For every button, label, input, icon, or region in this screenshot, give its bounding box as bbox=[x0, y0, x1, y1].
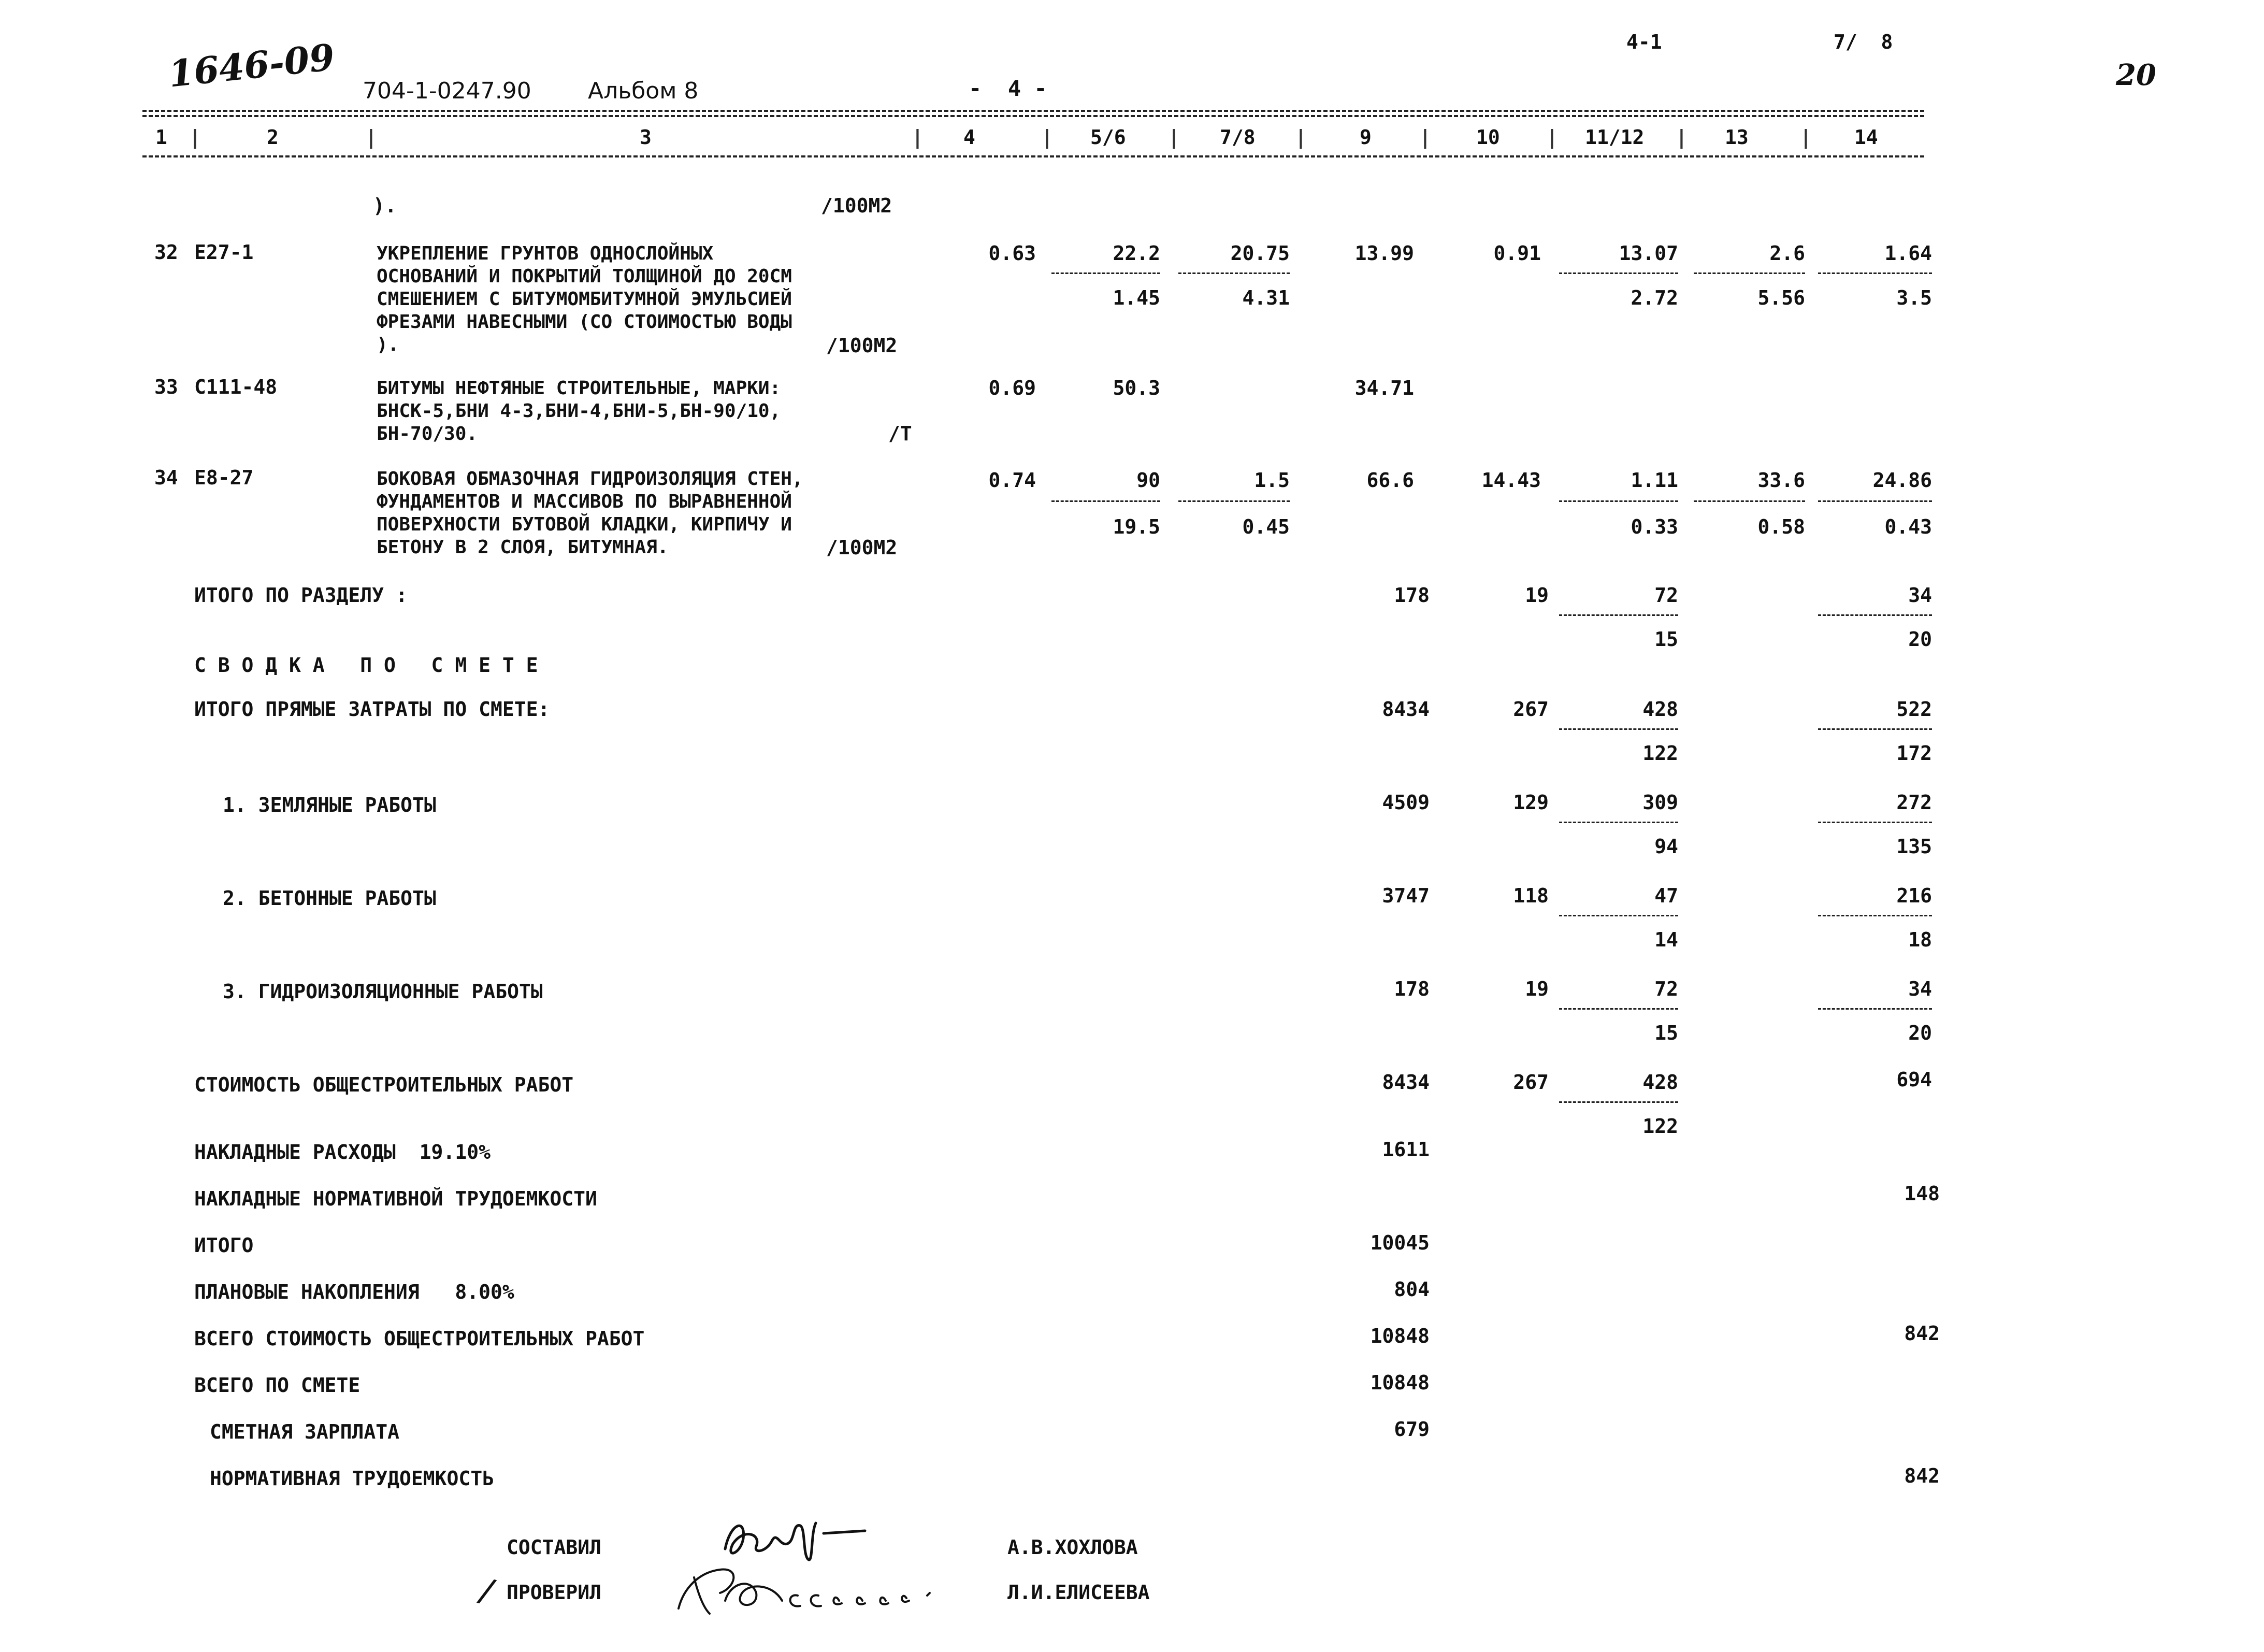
cell-c10: 267 bbox=[1513, 698, 1549, 721]
fraction-line bbox=[1694, 500, 1805, 502]
cell-c1112b: 14 bbox=[1654, 928, 1678, 951]
cell-c1112: 13.07 bbox=[1619, 242, 1678, 265]
cell-c14: 522 bbox=[1896, 698, 1932, 721]
general-cost-label: СТОИМОСТЬ ОБЩЕСТРОИТЕЛЬНЫХ РАБОТ bbox=[194, 1073, 574, 1096]
cell-c13b: 5.56 bbox=[1757, 286, 1805, 309]
fraction-line bbox=[1051, 272, 1160, 274]
wages-label: СМЕТНАЯ ЗАРПЛАТА bbox=[210, 1420, 400, 1443]
fraction-line bbox=[1559, 272, 1678, 274]
cell-c1112b: 122 bbox=[1642, 1115, 1678, 1138]
cell-c4: 0.74 bbox=[988, 469, 1036, 492]
cell-c14b: 18 bbox=[1908, 928, 1932, 951]
document-code: 704-1-0247.90 bbox=[363, 78, 531, 104]
cell-c4: 0.63 bbox=[988, 242, 1036, 265]
album-label: Альбом 8 bbox=[588, 78, 699, 104]
fraction-line bbox=[1178, 500, 1290, 502]
col-dividers: | bbox=[1041, 126, 1053, 149]
cell-c13b: 0.58 bbox=[1757, 515, 1805, 538]
cell-c9: 10045 bbox=[1370, 1231, 1430, 1254]
cell-c10: 267 bbox=[1513, 1071, 1549, 1094]
cell-c9: 178 bbox=[1394, 584, 1430, 607]
page-dash: - 4 - bbox=[969, 76, 1047, 101]
cell-c13: 33.6 bbox=[1757, 469, 1805, 492]
cell-c9: 13.99 bbox=[1354, 242, 1414, 265]
cell-c1112: 1.11 bbox=[1631, 469, 1678, 492]
direct-costs-label: ИТОГО ПРЯМЫЕ ЗАТРАТЫ ПО СМЕТЕ: bbox=[194, 698, 550, 721]
cell-c1112b: 0.33 bbox=[1631, 515, 1678, 538]
cell-c78: 1.5 bbox=[1254, 469, 1290, 492]
col-4: 4 bbox=[963, 126, 975, 149]
header-rule-bottom bbox=[142, 155, 1924, 157]
slash-mark: / bbox=[473, 1570, 501, 1612]
work-label: 3. ГИДРОИЗОЛЯЦИОННЫЕ РАБОТЫ bbox=[223, 980, 543, 1003]
col-dividers: | bbox=[1676, 126, 1688, 149]
cell-c1112: 47 bbox=[1654, 884, 1678, 907]
fraction-line bbox=[1559, 500, 1678, 502]
cell-c13: 2.6 bbox=[1769, 242, 1805, 265]
cell-c56: 22.2 bbox=[1113, 242, 1160, 265]
cell-c9: 8434 bbox=[1382, 698, 1430, 721]
work-label: 2. БЕТОННЫЕ РАБОТЫ bbox=[223, 887, 436, 910]
row-code: С111-48 bbox=[194, 376, 278, 398]
cell-c10: 19 bbox=[1525, 584, 1549, 607]
col-dividers: | bbox=[1800, 126, 1812, 149]
cell-c56: 50.3 bbox=[1113, 377, 1160, 399]
fraction-line bbox=[1559, 1008, 1678, 1010]
row-number: 34 bbox=[154, 466, 178, 489]
cell-c14b: 20 bbox=[1908, 628, 1932, 651]
sheet-count: 7/ 8 bbox=[1834, 31, 1893, 53]
col-7-8: 7/8 bbox=[1220, 126, 1256, 149]
cell-c14b: 172 bbox=[1896, 742, 1932, 765]
section-total-label: ИТОГО ПО РАЗДЕЛУ : bbox=[194, 584, 408, 607]
cell-c1112: 428 bbox=[1642, 1071, 1678, 1094]
col-9: 9 bbox=[1360, 126, 1372, 149]
cell-c78b: 4.31 bbox=[1242, 286, 1290, 309]
cell-c14b: 20 bbox=[1908, 1022, 1932, 1044]
cell-c14: 842 bbox=[1904, 1464, 1940, 1487]
cell-c9: 34.71 bbox=[1354, 377, 1414, 399]
row-unit: /Т bbox=[888, 422, 912, 445]
fraction-line bbox=[1178, 272, 1290, 274]
col-dividers: | bbox=[189, 126, 201, 149]
cell-c10: 129 bbox=[1513, 791, 1549, 814]
col-dividers: | bbox=[1419, 126, 1431, 149]
cell-c14: 148 bbox=[1904, 1182, 1940, 1205]
cell-c1112b: 94 bbox=[1654, 835, 1678, 858]
cell-c9: 679 bbox=[1394, 1418, 1430, 1441]
checked-name: Л.И.ЕЛИСЕЕВА bbox=[1007, 1581, 1150, 1604]
fraction-line bbox=[1694, 272, 1805, 274]
cell-c14: 34 bbox=[1908, 584, 1932, 607]
cell-c1112: 72 bbox=[1654, 584, 1678, 607]
cell-c14: 34 bbox=[1908, 978, 1932, 1000]
col-3: 3 bbox=[640, 126, 652, 149]
cell-c1112b: 15 bbox=[1654, 628, 1678, 651]
col-13: 13 bbox=[1725, 126, 1749, 149]
planned-savings-label: ПЛАНОВЫЕ НАКОПЛЕНИЯ 8.00% bbox=[194, 1281, 514, 1303]
overhead-labor-label: НАКЛАДНЫЕ НОРМАТИВНОЙ ТРУДОЕМКОСТИ bbox=[194, 1187, 597, 1210]
cell-c14: 216 bbox=[1896, 884, 1932, 907]
fraction-line bbox=[1818, 1008, 1932, 1010]
col-2: 2 bbox=[267, 126, 279, 149]
carry-over-unit: /100М2 bbox=[821, 194, 892, 217]
cell-c9: 8434 bbox=[1382, 1071, 1430, 1094]
fraction-line bbox=[1559, 822, 1678, 823]
cell-c56b: 19.5 bbox=[1113, 515, 1160, 538]
fraction-line bbox=[1818, 614, 1932, 616]
cell-c78b: 0.45 bbox=[1242, 515, 1290, 538]
total-estimate-label: ВСЕГО ПО СМЕТЕ bbox=[194, 1374, 360, 1397]
cell-c14: 24.86 bbox=[1872, 469, 1932, 492]
cell-c9: 3747 bbox=[1382, 884, 1430, 907]
cell-c14: 694 bbox=[1896, 1068, 1932, 1091]
col-dividers: | bbox=[912, 126, 924, 149]
col-10: 10 bbox=[1476, 126, 1500, 149]
fraction-line bbox=[1559, 915, 1678, 916]
cell-c9: 1611 bbox=[1382, 1138, 1430, 1161]
col-dividers: | bbox=[365, 126, 377, 149]
checked-label: ПРОВЕРИЛ bbox=[507, 1581, 602, 1604]
row-unit: /100М2 bbox=[826, 334, 898, 357]
cell-c14b: 0.43 bbox=[1884, 515, 1932, 538]
fraction-line bbox=[1559, 728, 1678, 730]
col-11-12: 11/12 bbox=[1585, 126, 1645, 149]
col-dividers: | bbox=[1168, 126, 1180, 149]
row-code: Е27-1 bbox=[194, 241, 254, 264]
cell-c10: 0.91 bbox=[1493, 242, 1541, 265]
work-label: 1. ЗЕМЛЯНЫЕ РАБОТЫ bbox=[223, 794, 436, 816]
fraction-line bbox=[1559, 614, 1678, 616]
fraction-line bbox=[1051, 500, 1160, 502]
cell-c1112b: 2.72 bbox=[1631, 286, 1678, 309]
row-number: 32 bbox=[154, 241, 178, 264]
row-number: 33 bbox=[154, 376, 178, 398]
row-description: БОКОВАЯ ОБМАЗОЧНАЯ ГИДРОИЗОЛЯЦИЯ СТЕН, ФУНДАМЕНТОВ И МАССИВОВ ПО ВЫРАВНЕННОЙ ПОВЕРХНОСТИ БУТОВОЙ КЛАДКИ, КИРПИЧУ И БЕТОНУ В 2 СЛОЯ, БИТУМНАЯ. bbox=[377, 468, 803, 558]
cell-c14: 272 bbox=[1896, 791, 1932, 814]
cell-c9: 4509 bbox=[1382, 791, 1430, 814]
summary-title: С В О Д К А П О С М Е Т Е bbox=[194, 654, 538, 677]
checked-signature bbox=[663, 1552, 984, 1624]
cell-c9: 66.6 bbox=[1366, 469, 1414, 492]
cell-c9: 10848 bbox=[1370, 1371, 1430, 1394]
fraction-line bbox=[1818, 500, 1932, 502]
header-rule-mid bbox=[142, 115, 1924, 117]
total-general-label: ВСЕГО СТОИМОСТЬ ОБЩЕСТРОИТЕЛЬНЫХ РАБОТ bbox=[194, 1327, 645, 1350]
cell-c14b: 135 bbox=[1896, 835, 1932, 858]
col-dividers: | bbox=[1295, 126, 1307, 149]
cell-c1112: 309 bbox=[1642, 791, 1678, 814]
cell-c14: 842 bbox=[1904, 1322, 1940, 1345]
cell-c78: 20.75 bbox=[1230, 242, 1290, 265]
fraction-line bbox=[1559, 1101, 1678, 1103]
col-dividers: | bbox=[1546, 126, 1558, 149]
cell-c1112b: 15 bbox=[1654, 1022, 1678, 1044]
labor-label: НОРМАТИВНАЯ ТРУДОЕМКОСТЬ bbox=[210, 1467, 495, 1490]
cell-c9: 178 bbox=[1394, 978, 1430, 1000]
cell-c14b: 3.5 bbox=[1896, 286, 1932, 309]
cell-c14: 1.64 bbox=[1884, 242, 1932, 265]
cell-c56b: 1.45 bbox=[1113, 286, 1160, 309]
compiled-label: СОСТАВИЛ bbox=[507, 1536, 602, 1559]
cell-c56: 90 bbox=[1136, 469, 1160, 492]
row-description: УКРЕПЛЕНИЕ ГРУНТОВ ОДНОСЛОЙНЫХ ОСНОВАНИЙ И ПОКРЫТИЙ ТОЛЩИНОЙ ДО 20СМ СМЕШЕНИЕМ С БИТУМОМБИТУМНОЙ ЭМУЛЬСИЕЙ ФРЕЗАМИ НАВЕСНЫМИ (СО СТОИМОСТЬЮ ВОДЫ ). bbox=[377, 243, 792, 355]
cell-c9: 10848 bbox=[1370, 1325, 1430, 1347]
fraction-line bbox=[1818, 822, 1932, 823]
subtotal-label: ИТОГО bbox=[194, 1234, 254, 1257]
row-description: БИТУМЫ НЕФТЯНЫЕ СТРОИТЕЛЬНЫЕ, МАРКИ: БНСК-5,БНИ 4-3,БНИ-4,БНИ-5,БН-90/10, БН-70/30. bbox=[377, 378, 781, 444]
row-code: Е8-27 bbox=[194, 466, 254, 489]
cell-c10: 14.43 bbox=[1481, 469, 1541, 492]
compiled-name: А.В.ХОХЛОВА bbox=[1007, 1536, 1138, 1559]
sheet-ref: 4-1 bbox=[1626, 31, 1662, 53]
fraction-line bbox=[1818, 272, 1932, 274]
cell-c1112: 72 bbox=[1654, 978, 1678, 1000]
cell-c1112: 428 bbox=[1642, 698, 1678, 721]
cell-c9: 804 bbox=[1394, 1278, 1430, 1301]
row-unit: /100М2 bbox=[826, 536, 898, 559]
fraction-line bbox=[1818, 728, 1932, 730]
col-14: 14 bbox=[1854, 126, 1878, 149]
header-rule-top bbox=[142, 110, 1924, 112]
fraction-line bbox=[1818, 915, 1932, 916]
carry-over-text: ). bbox=[373, 194, 397, 217]
cell-c10: 19 bbox=[1525, 978, 1549, 1000]
cell-c4: 0.69 bbox=[988, 377, 1036, 399]
col-5-6: 5/6 bbox=[1090, 126, 1126, 149]
cell-c10: 118 bbox=[1513, 884, 1549, 907]
cell-c1112b: 122 bbox=[1642, 742, 1678, 765]
col-1: 1 bbox=[155, 126, 167, 149]
handwritten-doc-number: 1646-09 bbox=[166, 35, 337, 96]
page-number: 20 bbox=[2116, 58, 2156, 92]
overhead-label: НАКЛАДНЫЕ РАСХОДЫ 19.10% bbox=[194, 1141, 491, 1163]
